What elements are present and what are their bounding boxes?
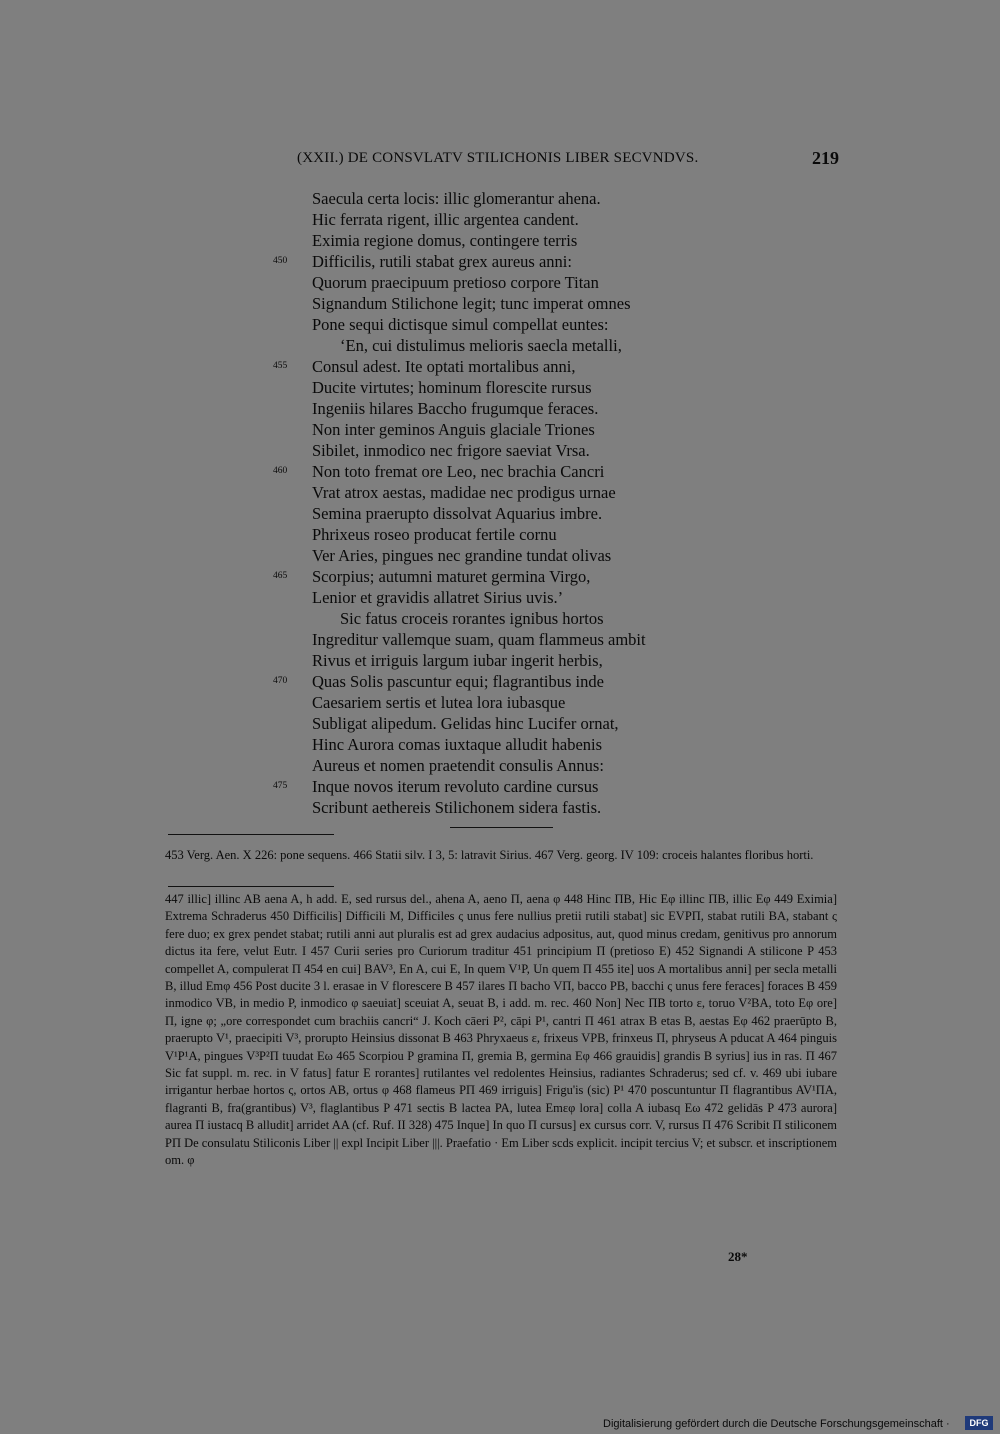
verse-line [0, 398, 1000, 419]
verse-line [0, 461, 1000, 482]
verse-line [0, 209, 1000, 230]
poem-end-rule [450, 827, 553, 828]
verse-number: 455 [273, 361, 288, 371]
verse-line [0, 188, 1000, 209]
verse-line [0, 692, 1000, 713]
page-header [0, 150, 1000, 174]
verse-line [0, 377, 1000, 398]
verse-line [0, 272, 1000, 293]
verse-text: Eximia regione domus, contingere terris [312, 231, 578, 250]
verse-text: Lenior et gravidis allatret Sirius uvis.’ [312, 588, 564, 607]
verse-number: 475 [273, 781, 288, 791]
footnote-rule [168, 834, 334, 835]
verse-text: Ingreditur vallemque suam, quam flammeus ambit [312, 630, 646, 649]
verse-text: Saecula certa locis: illic glomerantur ahena. [312, 189, 601, 208]
verse-text: Non toto fremat ore Leo, nec brachia Cancri [312, 462, 605, 481]
dfg-logo-icon: DFG [965, 1416, 993, 1430]
dfg-credit: Digitalisierung gefördert durch die Deutsche Forschungsgemeinschaft · [603, 1418, 950, 1430]
verse-text: Inque novos iterum revoluto cardine cursus [312, 777, 599, 796]
verse-text: Ingeniis hilares Baccho frugumque feraces. [312, 399, 599, 418]
verse-text: Aureus et nomen praetendit consulis Annus: [312, 756, 604, 775]
verse-line [0, 776, 1000, 797]
verse-line [0, 335, 1000, 356]
poem-text [0, 188, 1000, 818]
verse-line [0, 545, 1000, 566]
verse-text: Semina praerupto dissolvat Aquarius imbre. [312, 504, 603, 523]
verse-text: Consul adest. Ite optati mortalibus anni, [312, 357, 576, 376]
verse-line [0, 419, 1000, 440]
verse-line [0, 629, 1000, 650]
verse-text: Ver Aries, pingues nec grandine tundat olivas [312, 546, 612, 565]
verse-line [0, 734, 1000, 755]
verse-text: Non inter geminos Anguis glaciale Triones [312, 420, 595, 439]
verse-number: 470 [273, 676, 288, 686]
verse-line [0, 230, 1000, 251]
verse-line [0, 755, 1000, 776]
verse-text: Vrat atrox aestas, madidae nec prodigus urnae [312, 483, 616, 502]
verse-line [0, 293, 1000, 314]
verse-number: 460 [273, 466, 288, 476]
running-title: (XXII.) DE CONSVLATV STILICHONIS LIBER SECVNDVS. [297, 150, 699, 166]
verse-text: Signandum Stilichone legit; tunc imperat omnes [312, 294, 631, 313]
verse-text: Rivus et irriguis largum iubar ingerit herbis, [312, 651, 603, 670]
verse-line [0, 671, 1000, 692]
verse-line [0, 356, 1000, 377]
verse-text: Subligat alipedum. Gelidas hinc Lucifer ornat, [312, 714, 619, 733]
verse-line [0, 608, 1000, 629]
page-number: 219 [812, 148, 839, 168]
verse-line [0, 524, 1000, 545]
verse-line [0, 251, 1000, 272]
signature-mark: 28* [728, 1249, 748, 1264]
verse-line [0, 440, 1000, 461]
verse-line [0, 797, 1000, 818]
verse-line [0, 713, 1000, 734]
verse-line [0, 503, 1000, 524]
verse-text: Difficilis, rutili stabat grex aureus anni: [312, 252, 572, 271]
verse-line [0, 650, 1000, 671]
verse-line [0, 314, 1000, 335]
verse-text: Phrixeus roseo producat fertile cornu [312, 525, 557, 544]
verse-line [0, 482, 1000, 503]
verse-text: Scribunt aethereis Stilichonem sidera fastis. [312, 798, 602, 817]
verse-text: Caesariem sertis et lutea lora iubasque [312, 693, 566, 712]
verse-text: Quorum praecipuum pretioso corpore Titan [312, 273, 599, 292]
verse-text: Scorpius; autumni maturet germina Virgo, [312, 567, 591, 586]
verse-text: Pone sequi dictisque simul compellat euntes: [312, 315, 609, 334]
apparatus-rule [168, 886, 334, 887]
verse-text: Quas Solis pascuntur equi; flagrantibus inde [312, 672, 604, 691]
verse-line [0, 587, 1000, 608]
verse-text: Hinc Aurora comas iuxtaque alludit habenis [312, 735, 603, 754]
verse-text: Ducite virtutes; hominum florescite rursus [312, 378, 592, 397]
verse-number: 450 [273, 256, 288, 266]
verse-line [0, 566, 1000, 587]
testimonia: 453 Verg. Aen. X 226: pone sequens. 466 Statii silv. I 3, 5: latravit Sirius. 467 Verg. georg. IV 109: croceis halantes floribus horti. [165, 848, 814, 862]
critical-apparatus: 447 illic] illinc AB aena A, h add. E, sed rursus del., ahena A, aeno Π, aena φ 448 Hinc ΠB, Hic Eφ illinc ΠB, illic Eφ 449 Eximia] Extrema Schraderus 450 Difficilis] Difficili M, Difficiles ς unus fere nullius pretii rutili stabat] sic EVPΠ, stabat rutili BA, stabant ς fere duo; ex grex pendet stabat; rutili anni aut pluralis est ad grex audacius adpositus, aut, quod minus credam, genitivus pro annorum dictus ita fere, velut Eutr. I 457 Curii series pro Curiorum traditur 451 principium Π (pretioso E) 452 Signandi A stilicone P 453 compellet A, compulerat Π 454 en cui] BAV³, En A, cui E, In quem V¹P, Un quem Π 455 ite] uos A mortalibus anni] per secla metalli B, illud Emφ 456 Post ducite 3 l. erasae in V florescere B 457 ilares Π bacho VΠ, bacco PB, bacchi ς unus fere feraces] foraces B 459 inmodico VB, in medio P, inmodico φ saeuiat] sceuiat A, seuat B, i add. m. rec. 460 Non] Nec ΠB torto ε, toruo V²BA, toto Eφ ore] Π, igne φ; „ore correspondet cum brachiis cancri“ J. Koch cāeri P², cāpi P¹, cantri Π 461 atrax B etas B, aestas Eφ 462 praerūpto B, praerupto V¹, praecipiti V³, prorupto Heinsius dissonat B 463 Phryxaeus ε, frixeus VPB, frinxeus Π, phryseus A pducat A 464 pinguis V¹P¹A, pingues V³P²Π tuudat Eω 465 Scorpiou P gramina Π, gremia B, germina Eφ 466 grauidis] grandis B syrius] ius in ras. Π 467 Sic fat suppl. m. rec. in V fatus] fatur E rorantes] rutilantes vel redolentes Heinsius, radiantes Schraderus; sed cf. v. 469 ubi iubare irrigantur herbae hortos ς, ortos AB, ortus φ 468 flameus PΠ 469 irriguis] Frigu'is (sic) P¹ 470 poscuntuntur Π flagrantibus AV¹ΠA, flagranti B, fra(grantibus) V³, flaglantibus P 471 sectis B lactea PA, lutea Emεφ lora] colla A iubasq Eω 472 gelidās P 473 aurora] aurea Π iustacq B alludit] arridet AA (cf. Ruf. II 328) 475 Inque] In quo Π cursus] ex cursus corr. V, rursus Π 476 Scribit Π stiliconem PΠ De consulatu Stiliconis Liber || expl Incipit Liber |||. Praefatio · Em Liber scds explicit. incipit tercius V; et subscr. et inscriptionem om. φ [165, 892, 837, 1168]
verse-text: Sibilet, inmodico nec frigore saeviat Vrsa. [312, 441, 590, 460]
verse-text: Hic ferrata rigent, illic argentea candent. [312, 210, 579, 229]
verse-text: Sic fatus croceis rorantes ignibus hortos [340, 609, 604, 628]
verse-number: 465 [273, 571, 288, 581]
verse-text: ‘En, cui distulimus melioris saecla metalli, [340, 336, 622, 355]
